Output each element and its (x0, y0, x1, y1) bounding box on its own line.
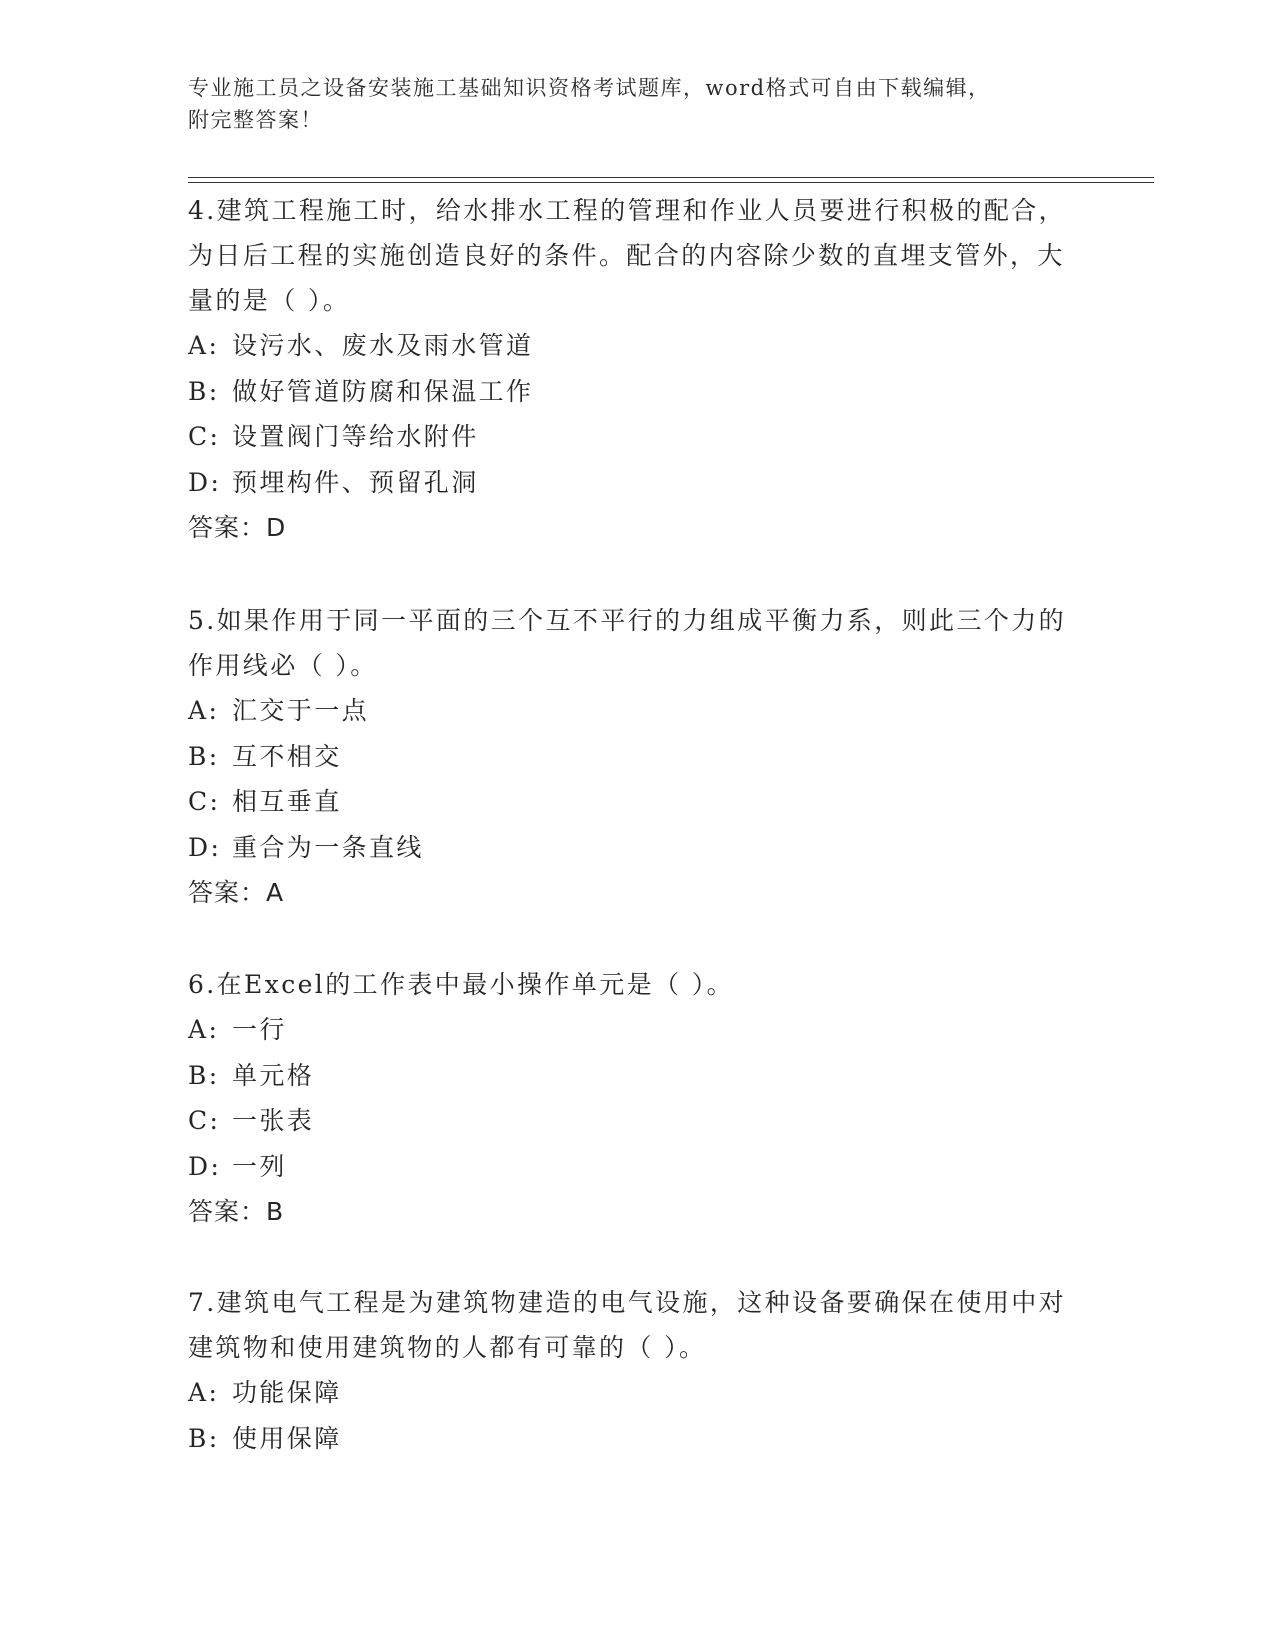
option-key: B: (188, 1423, 220, 1453)
answer-line (188, 505, 1068, 551)
option-b (188, 734, 1068, 780)
question-text: 建筑电气工程是为建筑物建造的电气设施，这种设备要确保在使用中对建筑物和使用建筑物的人都有可靠的（ ）。 (188, 1288, 1067, 1362)
option-c (188, 1098, 1068, 1144)
option-a (188, 688, 1068, 734)
option-key: D: (188, 1151, 222, 1181)
question-stem (188, 1280, 1068, 1370)
question-number: 5. (188, 606, 217, 635)
header-divider-top (188, 177, 1154, 178)
option-c (188, 414, 1068, 460)
option-key: B: (188, 1060, 220, 1090)
option-key: B: (188, 741, 220, 771)
option-text: 设污水、废水及雨水管道 (232, 331, 534, 360)
option-key: D: (188, 832, 222, 862)
answer-line (188, 1189, 1068, 1235)
question-text: 如果作用于同一平面的三个互不平行的力组成平衡力系，则此三个力的作用线必（ ）。 (188, 606, 1067, 680)
header-divider-bottom (188, 182, 1154, 183)
question-stem (188, 188, 1068, 323)
question-4 (188, 188, 1068, 551)
option-key: C: (188, 787, 221, 816)
option-key: C: (188, 422, 221, 451)
answer-value: B (266, 1197, 285, 1226)
option-text: 一行 (232, 1015, 287, 1044)
option-key: D: (188, 467, 222, 497)
option-c (188, 779, 1068, 825)
option-key: A: (188, 1378, 220, 1407)
answer-label: 答案： (188, 513, 267, 542)
answer-value: A (266, 878, 285, 907)
answer-label: 答案： (188, 1197, 267, 1226)
question-6 (188, 962, 1068, 1235)
header-line-1: 专业施工员之设备安装施工基础知识资格考试题库，word格式可自由下载编辑， (188, 76, 991, 100)
option-key: A: (188, 696, 220, 725)
option-key: A: (188, 1015, 220, 1044)
option-text: 相互垂直 (232, 787, 342, 816)
answer-value: D (266, 513, 287, 542)
option-b (188, 369, 1068, 415)
question-5 (188, 598, 1068, 916)
answer-label: 答案： (188, 878, 267, 907)
question-7 (188, 1280, 1068, 1461)
option-text: 预埋构件、预留孔洞 (232, 467, 479, 497)
option-key: C: (188, 1106, 221, 1135)
option-text: 设置阀门等给水附件 (232, 422, 479, 451)
answer-line (188, 870, 1068, 916)
option-key: A: (188, 331, 220, 360)
option-a (188, 1007, 1068, 1053)
question-text: 建筑工程施工时，给水排水工程的管理和作业人员要进行积极的配合，为日后工程的实施创造良好的条件。配合的内容除少数的直埋支管外，大量的是（ ）。 (188, 196, 1067, 315)
question-number: 7. (188, 1288, 217, 1317)
option-text: 重合为一条直线 (232, 832, 424, 862)
option-a (188, 1370, 1068, 1416)
option-text: 功能保障 (232, 1378, 342, 1407)
option-text: 一张表 (232, 1106, 315, 1135)
question-text: 在Excel的工作表中最小操作单元是（ ）。 (216, 970, 735, 999)
question-stem (188, 962, 1068, 1007)
option-text: 一列 (232, 1151, 287, 1181)
option-text: 使用保障 (232, 1423, 342, 1453)
document-header (188, 72, 1048, 136)
option-text: 单元格 (232, 1060, 315, 1090)
option-b (188, 1053, 1068, 1099)
header-line-2: 附完整答案！ (188, 108, 323, 132)
option-text: 做好管道防腐和保温工作 (232, 376, 534, 406)
option-key: B: (188, 376, 220, 406)
question-number: 4. (188, 196, 217, 225)
option-b (188, 1416, 1068, 1462)
question-stem (188, 598, 1068, 688)
option-d (188, 825, 1068, 871)
option-text: 汇交于一点 (232, 696, 370, 725)
option-text: 互不相交 (232, 741, 342, 771)
option-d (188, 1144, 1068, 1190)
option-d (188, 460, 1068, 506)
option-a (188, 323, 1068, 369)
question-number: 6. (188, 970, 217, 999)
